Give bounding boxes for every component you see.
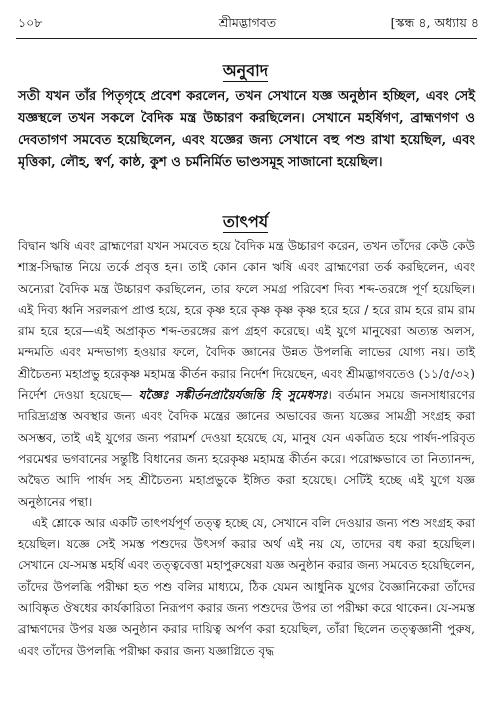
section-reference: [স্কন্ধ ৪, অধ্যায় ৪	[390, 15, 479, 30]
purport-paragraph-1: বিদ্বান ঋষি এবং ব্রাহ্মণেরা যখন সমবেত হয়ে বৈদিক মন্ত্র উচ্চারণ করেন, তখন তাঁদের কেউ কেউ শাস্ত্র-সিদ্ধান্ত নিয়ে তর্কে প্রবৃত্ত হন। তাই কোন কোন ঋষি এবং ব্রাহ্মণেরা তর্ক করছিলেন, এবং অন্যেরা বৈদিক মন্ত্র উচ্চারণ করছিলেন, তার ফলে সমগ্র পরিবেশ দিব্য শব্দ-তরঙ্গে পূর্ণ হয়েছিল। এই দিব্য ধ্বনি সরলরূপ প্রাপ্ত হয়ে, হরে কৃষ্ণ হরে কৃষ্ণ কৃষ্ণ কৃষ্ণ হরে হরে / হরে রাম হরে রাম রাম রাম হরে হরে—এই অপ্রাকৃত শব্দ-তরঙ্গের রূপ গ্রহণ করেছে। এই যুগে মানুষেরা অত্যন্ত অলস, মন্দমতি এবং মন্দভাগ্য হওয়ার ফলে, বৈদিক জ্ঞানের উন্নত উপলব্ধি লাভের যোগ্য নয়। তাই শ্রীচৈতন্য মহাপ্রভু হরেকৃষ্ণ মহামন্ত্র কীর্তন করার নির্দেশ দিয়েছেন, এবং শ্রীমদ্ভাগবতেও (১১/৫/৩২) নির্দেশ দেওয়া হয়েছে— যজ্ঞৈঃ সঙ্কীর্তনপ্রায়ৈর্যজন্তি হি সুমেধসঃ। বর্তমান সময়ে জনসাধারণের দারিদ্র্যগ্রস্ত অবস্থার জন্য এবং বৈদিক মন্ত্রের জ্ঞানের অভাবের জন্য যজ্ঞের সামগ্রী সংগ্রহ করা অসম্ভব, তাই এই যুগের জন্য পরামর্শ দেওয়া হয়েছে যে, মানুষ যেন একত্রিত হয়ে পার্ষদ-পরিবৃত পরমেশ্বর ভগবানের সন্তুষ্টি বিধানের জন্য হরেকৃষ্ণ মহামন্ত্র কীর্তন করে। পরোক্ষভাবে তা নিত্যানন্দ, অদ্বৈত আদি পার্ষদ সহ শ্রীচৈতন্য মহাপ্রভুকে ইঙ্গিত করা হয়েছে। সেটিই হচ্ছে এই যুগে যজ্ঞ অনুষ্ঠানের পন্থা।	[18, 239, 476, 509]
page-number: ১০৮	[18, 15, 43, 30]
translation-heading: অনুবাদ	[222, 61, 269, 80]
purport-body	[18, 236, 475, 662]
translation-text: সতী যখন তাঁর পিতৃগৃহে প্রবেশ করলেন, তখন সেখানে যজ্ঞ অনুষ্ঠান হচ্ছিল, এবং সেই যজ্ঞস্থলে তখন সকলে বৈদিক মন্ত্র উচ্চারণ করছিলেন। সেখানে মহর্ষিগণ, ব্রাহ্মণগণ ও দেবতাগণ সমবেত হয়েছিলেন, এবং যজ্ঞের জন্য সেখানে বহু পশু রাখা হয়েছিল, এবং মৃত্তিকা, লৌহ, স্বর্ণ, কাষ্ঠ, কুশ ও চর্মনির্মিত ভাণ্ডসমূহ সাজানো হয়েছিল।	[18, 89, 475, 170]
header-rule	[16, 38, 477, 39]
running-title: শ্রীমদ্ভাগবত	[218, 15, 277, 30]
purport-paragraph-2: এই শ্লোকে আর একটি তাৎপর্যপূর্ণ তত্ত্ব হচ্ছে যে, সেখানে বলি দেওয়ার জন্য পশু সংগ্রহ করা হয়েছিল। যজ্ঞে সেই সমস্ত পশুদের উৎসর্গ করার অর্থ এই নয় যে, তাদের বধ করা হয়েছিল। সেখানে যে-সমস্ত মহর্ষি এবং তত্ত্ববেত্তা মহাপুরুষেরা যজ্ঞ অনুষ্ঠান করার জন্য সমবেত হয়েছিলেন, তাঁদের উপলব্ধি পরীক্ষা হত পশু বলির মাধ্যমে, ঠিক যেমন আধুনিক যুগের বৈজ্ঞানিকেরা তাঁদের আবিষ্কৃত ঔষধের কার্যকারিতা নিরূপণ করার জন্য পশুদের উপর তা পরীক্ষা করে থাকেন। যে-সমস্ত ব্রাহ্মণদের উপর যজ্ঞ অনুষ্ঠান করার দায়িত্ব অর্পণ করা হয়েছিল, তাঁরা ছিলেন তত্ত্বজ্ঞানী পুরুষ, এবং তাঁদের উপলব্ধি পরীক্ষা করার জন্য যজ্ঞাগ্নিতে বৃদ্ধ	[18, 515, 475, 658]
scripture-citation: যজ্ঞৈঃ সঙ্কীর্তনপ্রায়ৈর্যজন্তি হি সুমেধসঃ	[138, 388, 328, 403]
page-header	[16, 12, 479, 34]
purport-heading: তাৎপর্য	[222, 212, 269, 231]
